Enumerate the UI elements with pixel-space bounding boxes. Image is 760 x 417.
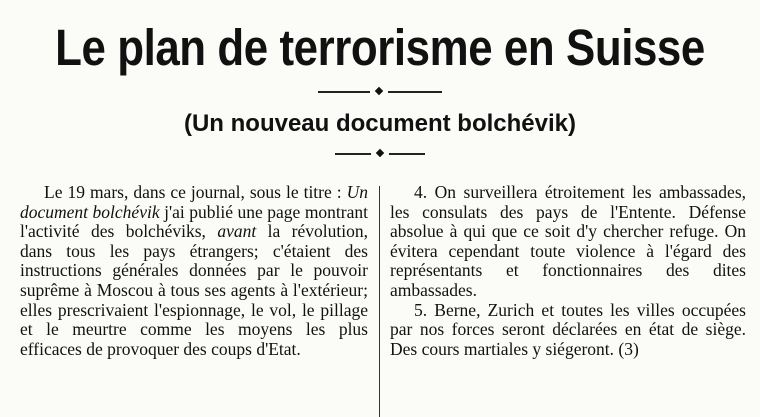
article-headline: Le plan de terrorisme en Suisse <box>55 19 705 76</box>
subheadline-ornament-rule <box>335 150 425 158</box>
paragraph-text: j'ai publié une page montrant l'activité des bolchéviks, <box>20 201 369 242</box>
left-paragraph-1 <box>20 183 368 359</box>
italic-word: avant <box>217 221 257 242</box>
column-divider <box>379 186 380 417</box>
headline-ornament-rule <box>318 88 442 96</box>
paragraph-text: Le 19 mars, dans ce journal, sous le titre : <box>44 182 347 202</box>
right-paragraph-5: 5. Berne, Zurich et toutes les villes occupées par nos forces seront déclarées en état de siège. Des cours martiales y siégeront. (3) <box>390 299 746 359</box>
right-paragraph-4: 4. On surveillera étroitement les ambassades, les consulats des pays de l'Entente. Défense absolue à qui que ce soit d'y chercher refuge. On évitera cependant toute violence à l'égard des représentants et fonctionnaires des dites ambassades. <box>390 182 746 300</box>
article-subheadline: (Un nouveau document bolchévik) <box>183 110 577 137</box>
left-column <box>20 183 368 359</box>
paragraph-text: la révolution, dans tous les pays étrangers; c'étaient des instructions générales données par le pouvoir suprême à Moscou à tous ses agents à l'extérieur; elles prescrivaient l'espionnage, le vol, le pillage et le meurtre comme les moyens les plus efficaces de provoquer des coups d'Etat. <box>20 221 368 359</box>
italic-title: Un document bolchévik <box>20 182 368 222</box>
right-column <box>390 183 746 359</box>
